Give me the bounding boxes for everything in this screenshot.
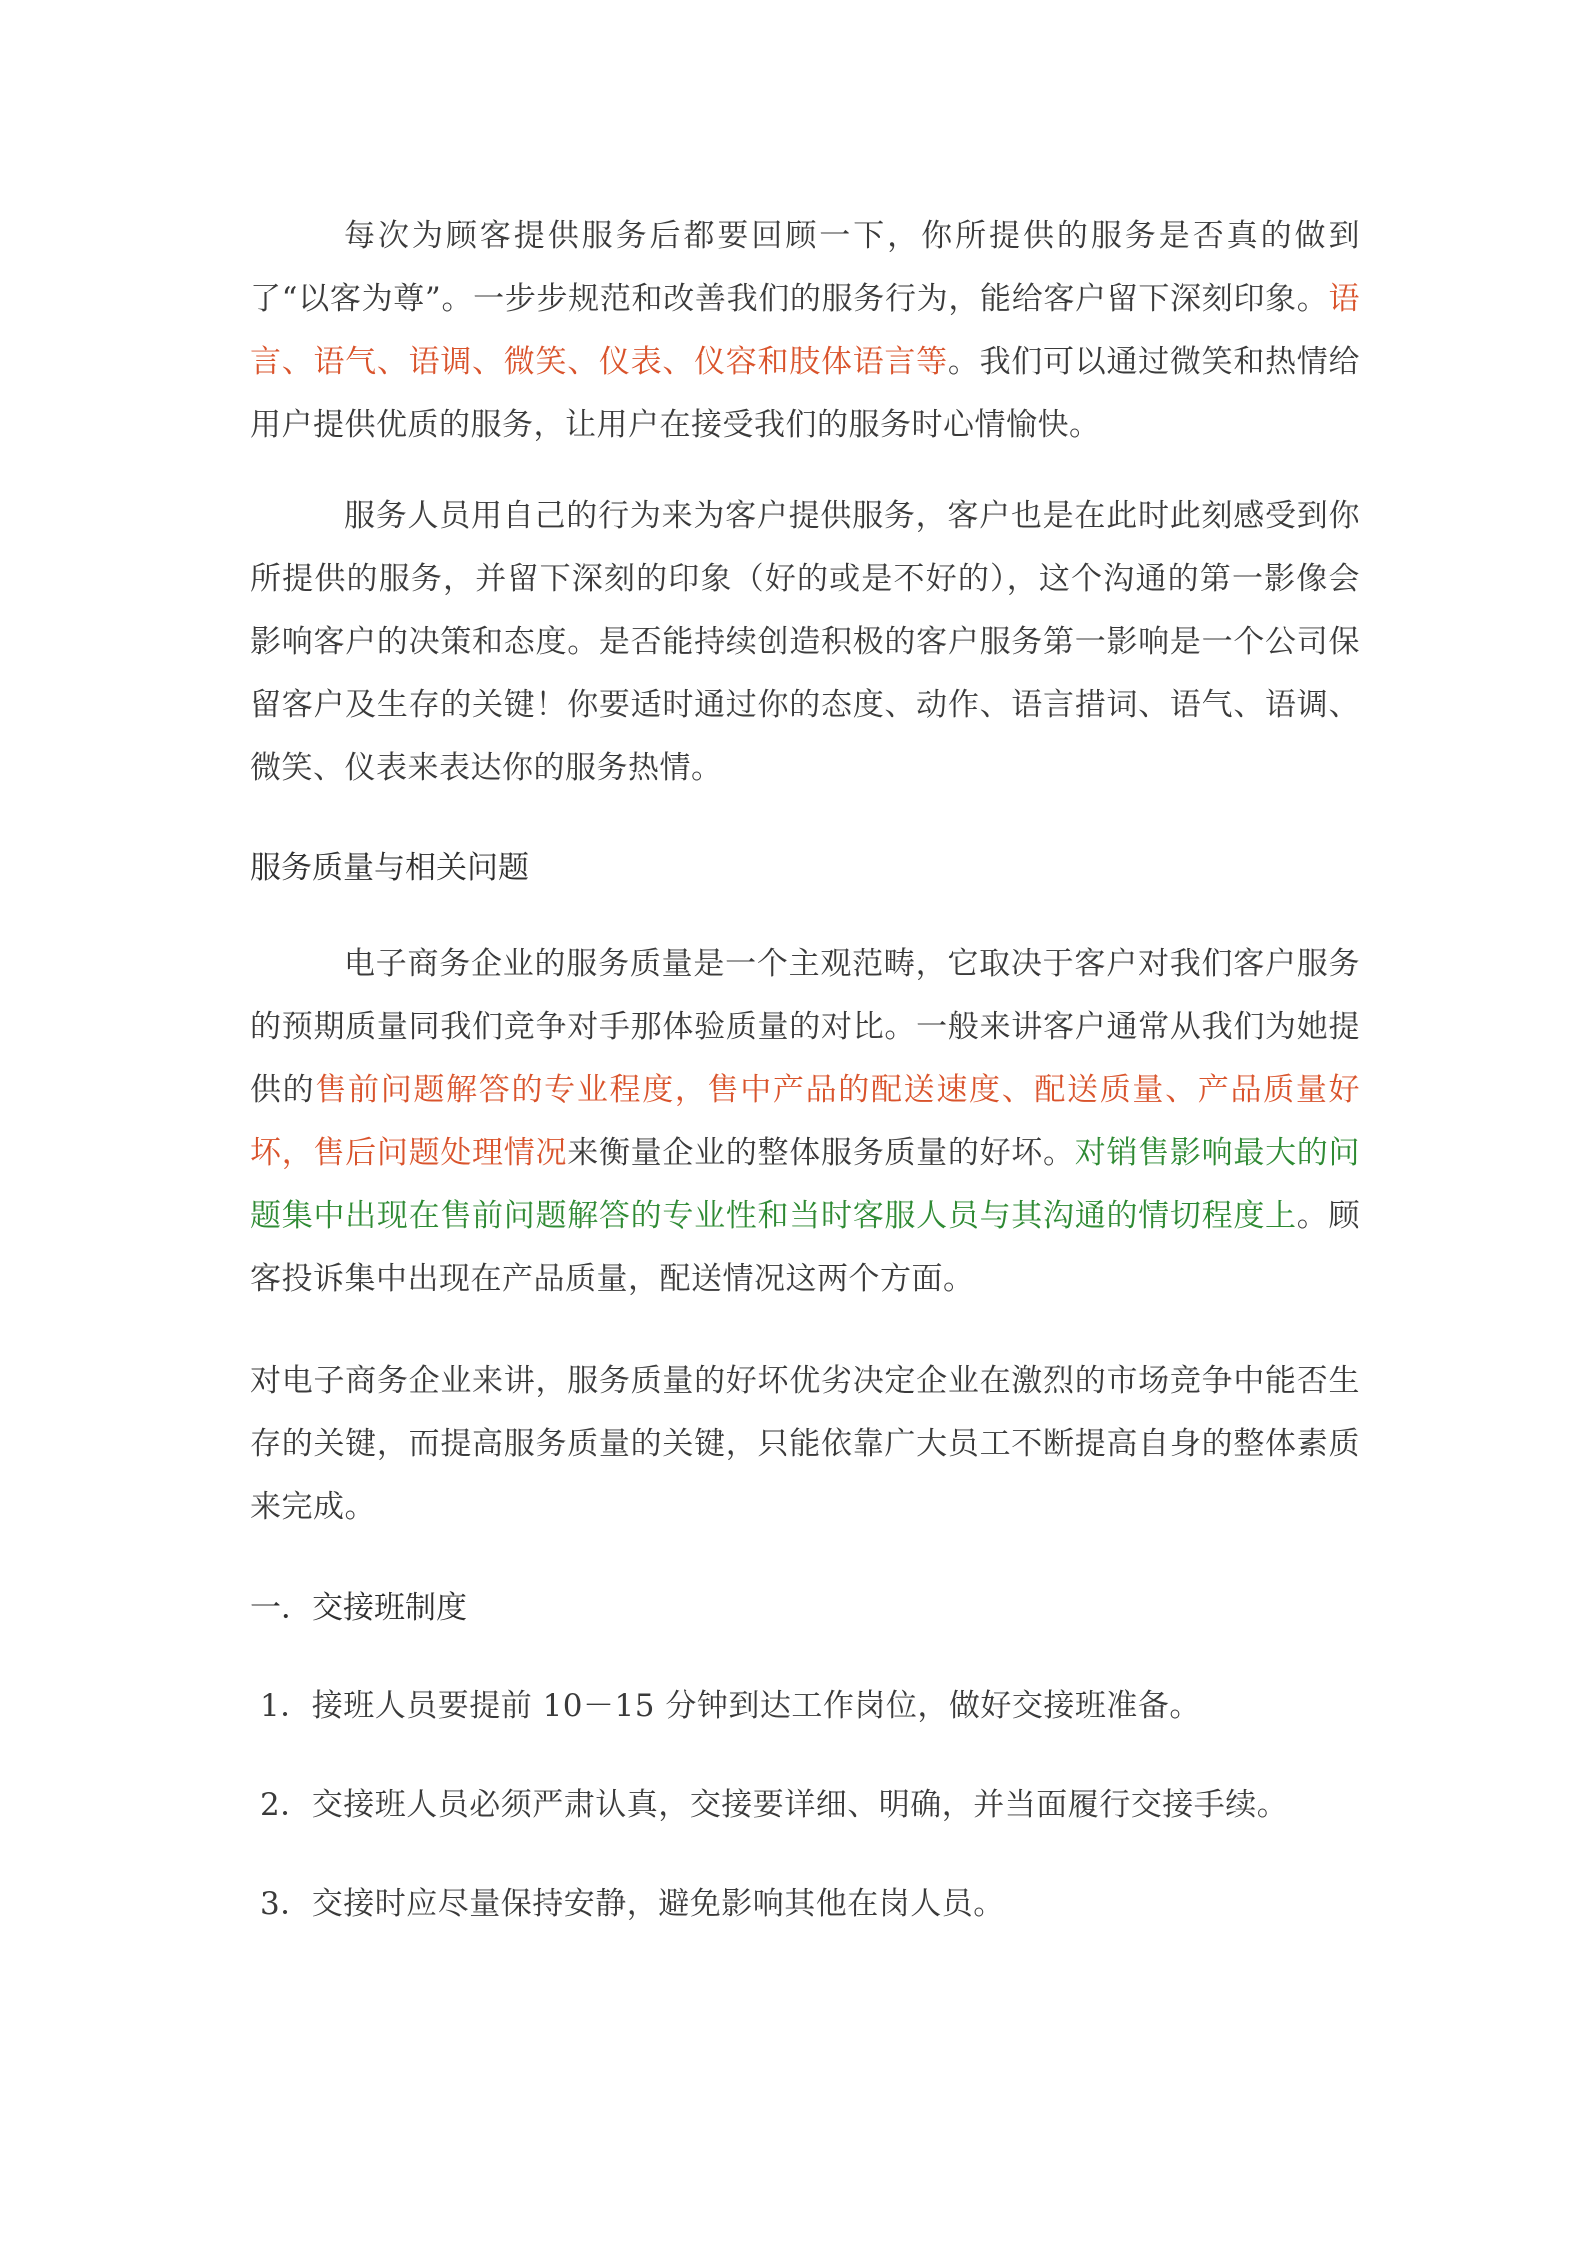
paragraph-3-highlight-orange: 售前问题解答的专业程度，售中产品的配送速度、配送质量、产品质量好坏，售后问题处理情况: [250, 1072, 1361, 1171]
paragraph-3: [250, 933, 1360, 1311]
paragraph-2-text: 服务人员用自己的行为来为客户提供服务，客户也是在此时此刻感受到你所提供的服务，并留下深刻的印象（好的或是不好的），这个沟通的第一影像会影响客户的决策和态度。是否能持续创造积极的客户服务第一影响是一个公司保留客户及生存的关键！你要适时通过你的态度、动作、语言措词、语气、语调、微笑、仪表来表达你的服务热情。: [250, 498, 1360, 786]
paragraph-3-highlight-green: 对销售影响最大的问题集中出现在售前问题解答的专业性和当时客服人员与其沟通的情切程度上: [250, 1135, 1361, 1234]
paragraph-2: [250, 485, 1360, 800]
paragraph-1-highlight: 语言、语气、语调、微笑、仪表、仪容和肢体语言等: [250, 281, 1360, 380]
paragraph-3-text-a: 电子商务企业的服务质量是一个主观范畴，它取决于客户对我们客户服务的预期质量同我们竞争对手那体验质量的对比。一般来讲客户通常从我们为她提供的: [250, 946, 1360, 1108]
paragraph-4-text: 对电子商务企业来讲，服务质量的好坏优劣决定企业在激烈的市场竞争中能否生存的关键，而提高服务质量的关键，只能依靠广大员工不断提高自身的整体素质来完成。: [250, 1363, 1360, 1525]
list-item: 1．接班人员要提前 10－15 分钟到达工作岗位，做好交接班准备。: [260, 1688, 1201, 1724]
paragraph-4: [250, 1350, 1360, 1539]
paragraph-3-text-c: 。顾客投诉集中出现在产品质量，配送情况这两个方面。: [250, 1198, 1361, 1297]
paragraph-1: [250, 205, 1360, 457]
paragraph-1-text-b: 。我们可以通过微笑和热情给用户提供优质的服务，让用户在接受我们的服务时心情愉快。: [250, 344, 1361, 443]
list-item: 3．交接时应尽量保持安静，避免影响其他在岗人员。: [260, 1886, 1005, 1922]
paragraph-1-text-a: 每次为顾客提供服务后都要回顾一下，你所提供的服务是否真的做到了“以客为尊”。一步步规范和改善我们的服务行为，能给客户留下深刻印象。: [250, 218, 1360, 317]
section-heading-shift-handover: 一．交接班制度: [250, 1590, 467, 1626]
paragraph-3-text-b: 来衡量企业的整体服务质量的好坏。: [567, 1135, 1075, 1171]
list-item: 2．交接班人员必须严肃认真，交接要详细、明确，并当面履行交接手续。: [260, 1787, 1289, 1823]
section-heading-service-quality: 服务质量与相关问题: [250, 850, 529, 886]
